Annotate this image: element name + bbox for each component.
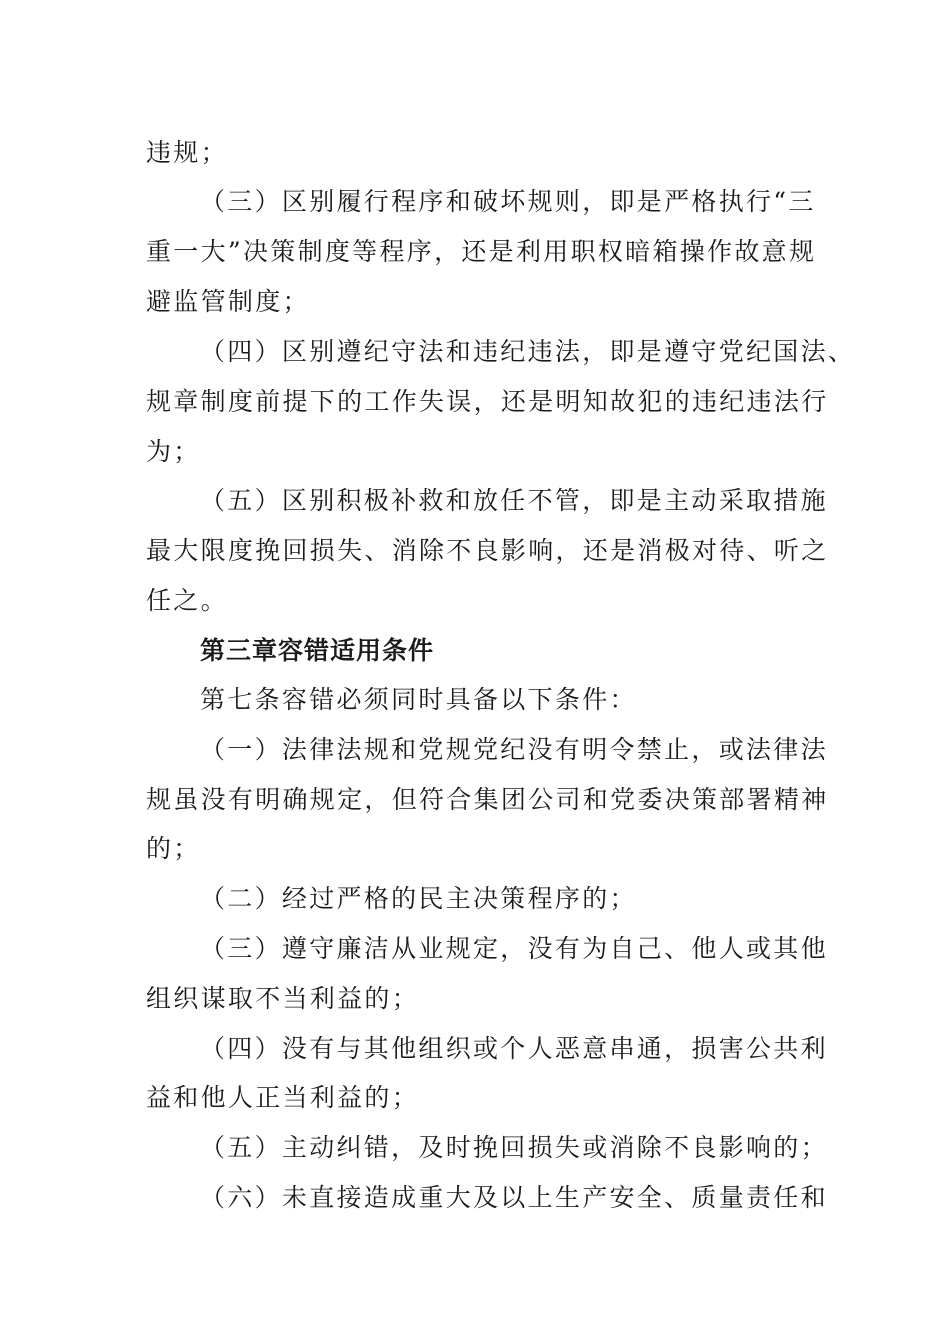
text-line: （二）经过严格的民主决策程序的； [200, 884, 637, 913]
text-line: 避监管制度； [146, 287, 310, 316]
text-line: （五）主动纠错，及时挽回损失或消除不良影响的； [200, 1133, 828, 1162]
text-line: 规虽没有明确规定，但符合集团公司和党委决策部署精神 [146, 785, 829, 814]
text-line: 益和他人正当利益的； [146, 1083, 420, 1112]
text-line: （四）没有与其他组织或个人恶意串通，损害公共利 [200, 1034, 828, 1063]
text-line: 违规； [146, 138, 228, 167]
text-line: （五）区别积极补救和放任不管，即是主动采取措施 [200, 486, 828, 515]
text-line: 任之。 [146, 586, 228, 615]
text-line: 规章制度前提下的工作失误，还是明知故犯的违纪违法行 [146, 387, 829, 416]
text-line: （三）遵守廉洁从业规定，没有为自己、他人或其他 [200, 934, 828, 963]
text-line: 组织谋取不当利益的； [146, 984, 420, 1013]
text-line: （三）区别履行程序和破坏规则，即是严格执行“三 [200, 187, 816, 216]
text-line: 最大限度挽回损失、消除不良影响，还是消极对待、听之 [146, 536, 829, 565]
chapter-heading: 第三章容错适用条件 [200, 636, 435, 665]
article-title: 第七条容错必须同时具备以下条件： [200, 685, 637, 714]
text-line: （一）法律法规和党规党纪没有明令禁止，或法律法 [200, 735, 828, 764]
text-line: （四）区别遵纪守法和违纪违法，即是遵守党纪国法、 [200, 337, 856, 366]
text-line: 为； [146, 437, 201, 466]
text-line: 重一大”决策制度等程序，还是利用职权暗箱操作故意规 [146, 237, 817, 266]
text-line: （六）未直接造成重大及以上生产安全、质量责任和 [200, 1183, 828, 1212]
text-line: 的； [146, 834, 201, 863]
